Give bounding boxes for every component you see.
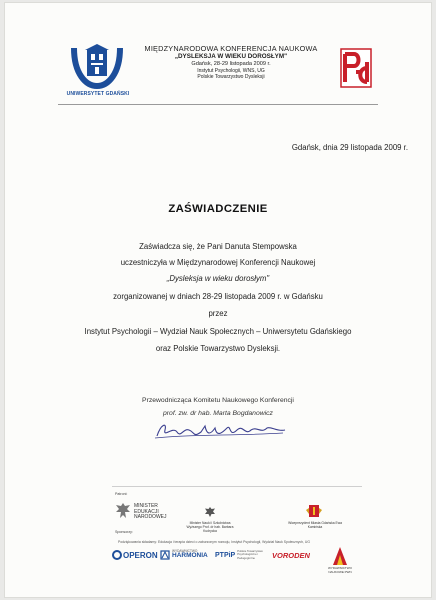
body-line-2: uczestniczyła w Międzynarodowej Konferencji Naukowej <box>120 258 316 267</box>
header-line-3: Gdańsk, 28-29 listopada 2009 r. <box>191 60 271 67</box>
patron-science-minister: Minister Nauki i Szkolnictwa Wyższego Prof. dr hab. Barbara Kudrycka <box>186 521 234 533</box>
body-line-6: Instytut Psychologii – Wydział Nauk Społecznych – Uniwersytetu Gdańskiego <box>84 327 352 336</box>
acknowledgement-strip: Podziękowania składamy: Edukacja i terapia dzieci o zaburzonym rozwoju, Instytut Psychologii, Wydział Nauk Społecznych, UG <box>118 540 311 544</box>
operon-text: OPERON <box>123 550 158 560</box>
operon-mark-icon <box>112 550 122 560</box>
body-line-5: przez <box>208 309 228 318</box>
ministry-line-1: MINISTER <box>134 503 158 509</box>
pwn-logo-icon <box>330 545 350 567</box>
harmonia-text-block <box>172 550 208 560</box>
ministry-label <box>134 504 167 521</box>
dyslexia-society-logo-icon <box>340 48 372 88</box>
ministry-line-3: NARODOWEJ <box>134 514 167 520</box>
patron-vice-mayor: Wiceprezydent Miasta Gdańska Ewa Kamińska <box>288 521 342 529</box>
harmonia-text: HARMONIA <box>172 552 208 560</box>
chair-role: Przewodnicząca Komitetu Naukowego Konferencji <box>142 397 294 404</box>
header-line-5: Polskie Towarzystwo Dysleksji <box>197 74 265 81</box>
pwn-label: WYDAWNICTWO NAUKOWE PWN <box>328 566 352 574</box>
harmonia-logo <box>160 547 208 563</box>
polish-eagle-icon <box>114 501 132 521</box>
footer-divider <box>112 486 362 487</box>
body-line-1: Zaświadcza się, że Pani Danuta Stempowska <box>139 242 297 251</box>
conference-header <box>128 44 334 80</box>
conference-name: „Dysleksja w wieku dorosłym" <box>166 274 270 283</box>
body-line-4: zorganizowanej w dniach 28-29 listopada 2009 r. w Gdańsku <box>113 292 323 301</box>
ptpip-small: Polskie Towarzystwo Psychologiczne i Pedagogiczne <box>237 549 263 560</box>
signature-icon <box>153 418 289 444</box>
body-line-7: oraz Polskie Towarzystwo Dysleksji. <box>155 344 281 353</box>
header-line-4: Instytut Psychologii, WNS, UG <box>197 67 265 74</box>
place-and-date: Gdańsk, dnia 29 listopada 2009 r. <box>291 143 408 152</box>
harmonia-small: WYDAWNICTWO <box>172 549 198 554</box>
header-line-1: MIĘDZYNARODOWA KONFERENCJA NAUKOWA <box>144 44 318 53</box>
voroden-logo <box>272 547 310 563</box>
eagle-crest-icon <box>204 506 216 518</box>
university-logo-text: UNIWERSYTET GDAŃSKI <box>66 91 130 97</box>
header-divider <box>58 104 378 105</box>
partners-label: Patroni: <box>115 492 128 496</box>
ptpip-logo <box>215 547 263 563</box>
header-line-2: „DYSLEKSJA W WIEKU DOROSŁYM" <box>174 53 288 61</box>
university-logo-icon <box>68 44 126 90</box>
gdansk-crest-icon <box>305 504 323 518</box>
chair-name: prof. zw. dr hab. Marta Bogdanowicz <box>163 410 273 417</box>
ministry-line-2: EDUKACJI <box>134 508 159 515</box>
ptpip-text: PTPiP <box>215 551 236 559</box>
sponsors-label: Sponsorzy: <box>115 530 133 534</box>
harmonia-mark-icon <box>160 550 170 560</box>
voroden-text: VORODEN <box>272 550 310 560</box>
certificate-title: ZAŚWIADCZENIE <box>168 203 268 215</box>
operon-logo <box>112 547 158 563</box>
